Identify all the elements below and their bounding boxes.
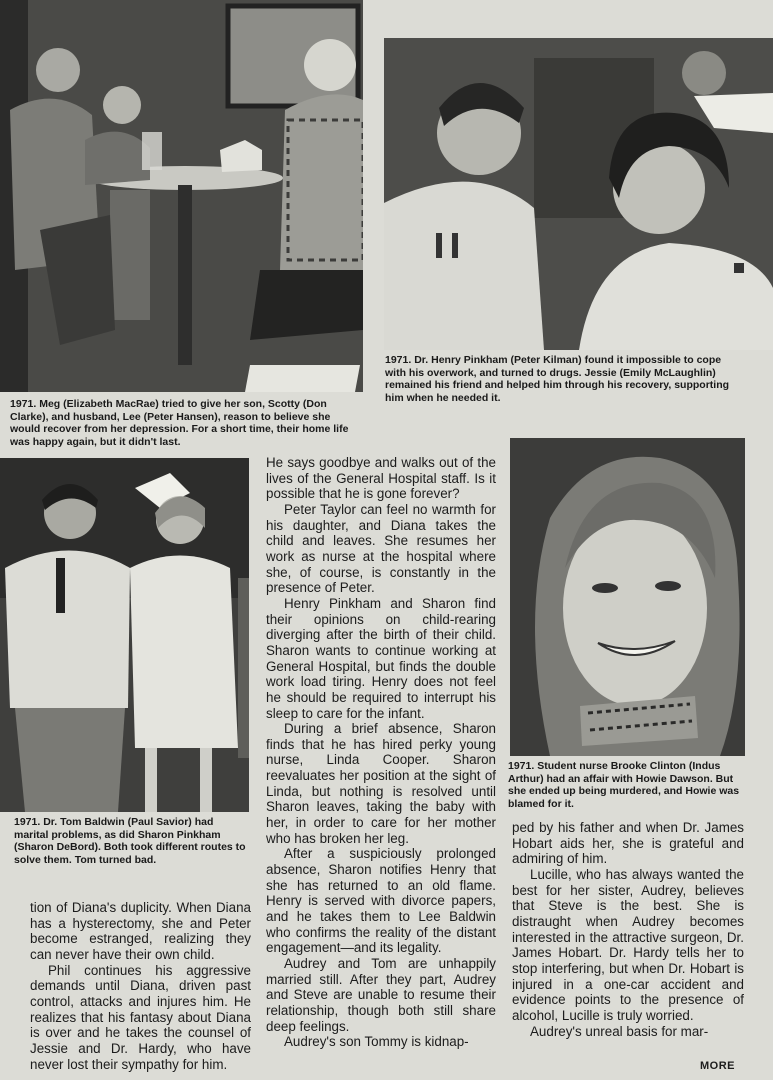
more-label: MORE (700, 1060, 735, 1072)
photo-smiling-woman-image (510, 438, 745, 756)
article-paragraph: Henry Pinkham and Sharon find their opinions on child-rearing diverging after the birth of their child. Sharon wants to continue working at General Hospital, but finds the double work load tiring. Henry does not feel he should be required to interrupt his sleep to care for the infant. (266, 595, 496, 721)
article-column-right (512, 820, 744, 1039)
photo-doctor-nurse-standing-caption: 1971. Dr. Tom Baldwin (Paul Savior) had marital problems, as did Sharon Pinkham (Sharon DeBord). Both took different routes to solve them. Tom turned bad. (14, 816, 246, 866)
article-paragraph: ped by his father and when Dr. James Hobart aids her, she is grateful and admiring of him. (512, 820, 744, 867)
photo-doctor-nurse-talking-image (384, 38, 773, 350)
article-paragraph: Audrey's son Tommy is kidnap- (284, 1034, 469, 1050)
article-paragraph: Peter Taylor can feel no warmth for his daughter, and Diana takes the child and leaves. She resumes her work as nurse at the hospital where she, of course, is constantly in the presence of Peter. (266, 501, 496, 596)
photo-doctor-nurse-standing-image (0, 458, 249, 812)
photo-smiling-woman-caption: 1971. Student nurse Brooke Clinton (Indus Arthur) had an affair with Howie Dawson. But she ended up being murdered, and Howie was blamed for it. (508, 760, 740, 810)
photo-smiling-woman (510, 438, 745, 756)
article-paragraph: During a brief absence, Sharon finds that he has hired perky young nurse, Linda Cooper. Sharon reevaluates her position at the sight of Linda, but nothing is resolved until Sharon leaves, taking the baby with her, in order to care for her mother who has broken her leg. (266, 721, 496, 846)
article-paragraph: Audrey and Tom are unhappily married still. After they part, Audrey and Steve are unable to resume their relationship, though both still share deep feelings. (266, 956, 496, 1034)
article-paragraph: He says goodbye and walks out of the lives of the General Hospital staff. Is it possible that he is gone forever? (266, 455, 496, 502)
photo-doctor-nurse-standing (0, 458, 249, 812)
article-column-middle (266, 455, 496, 1050)
photo-doctor-nurse-talking-caption: 1971. Dr. Henry Pinkham (Peter Kilman) found it impossible to cope with his overwork, and turned to drugs. Jessie (Emily McLaughlin) remained his friend and helped him through his recovery, supporting him when he needed it. (385, 354, 730, 404)
article-paragraph: Phil continues his aggressive demands until Diana, driven past control, attacks and injures him. He realizes that his fantasy about Diana is over and he takes the counsel of Jessie and Dr. Hardy, who have never lost their sympathy for him. (30, 962, 251, 1072)
article-paragraph: tion of Diana's duplicity. When Diana has a hysterectomy, she and Peter become estranged, realizing they can never have their own child. (30, 900, 251, 962)
photo-family-diner-caption: 1971. Meg (Elizabeth MacRae) tried to give her son, Scotty (Don Clarke), and husband, Lee (Peter Hansen), reason to believe she would recover from her depression. For a short time, their home life was happy again, but it didn't last. (10, 398, 349, 448)
article-paragraph: Audrey's unreal basis for mar- (530, 1023, 709, 1039)
photo-family-diner-image (0, 0, 363, 392)
photo-family-diner (0, 0, 363, 392)
article-paragraph: After a suspiciously prolonged absence, Sharon notifies Henry that she has returned to an old flame. Henry is served with divorce papers, and he takes them to Lee Baldwin who confirms the reality of the distant engagement—and its legality. (266, 846, 496, 956)
article-paragraph: Lucille, who has always wanted the best for her sister, Audrey, believes that Steve is the best. She is distraught when Audrey becomes interested in the attractive surgeon, Dr. James Hobart. Dr. Hardy tells her to stop interfering, but when Dr. Hobart is injured in a one-car accident and evidence points to the presence of alcohol, Lucille is truly worried. (512, 866, 744, 1023)
article-column-left (30, 900, 251, 1072)
photo-doctor-nurse-talking (384, 38, 773, 350)
